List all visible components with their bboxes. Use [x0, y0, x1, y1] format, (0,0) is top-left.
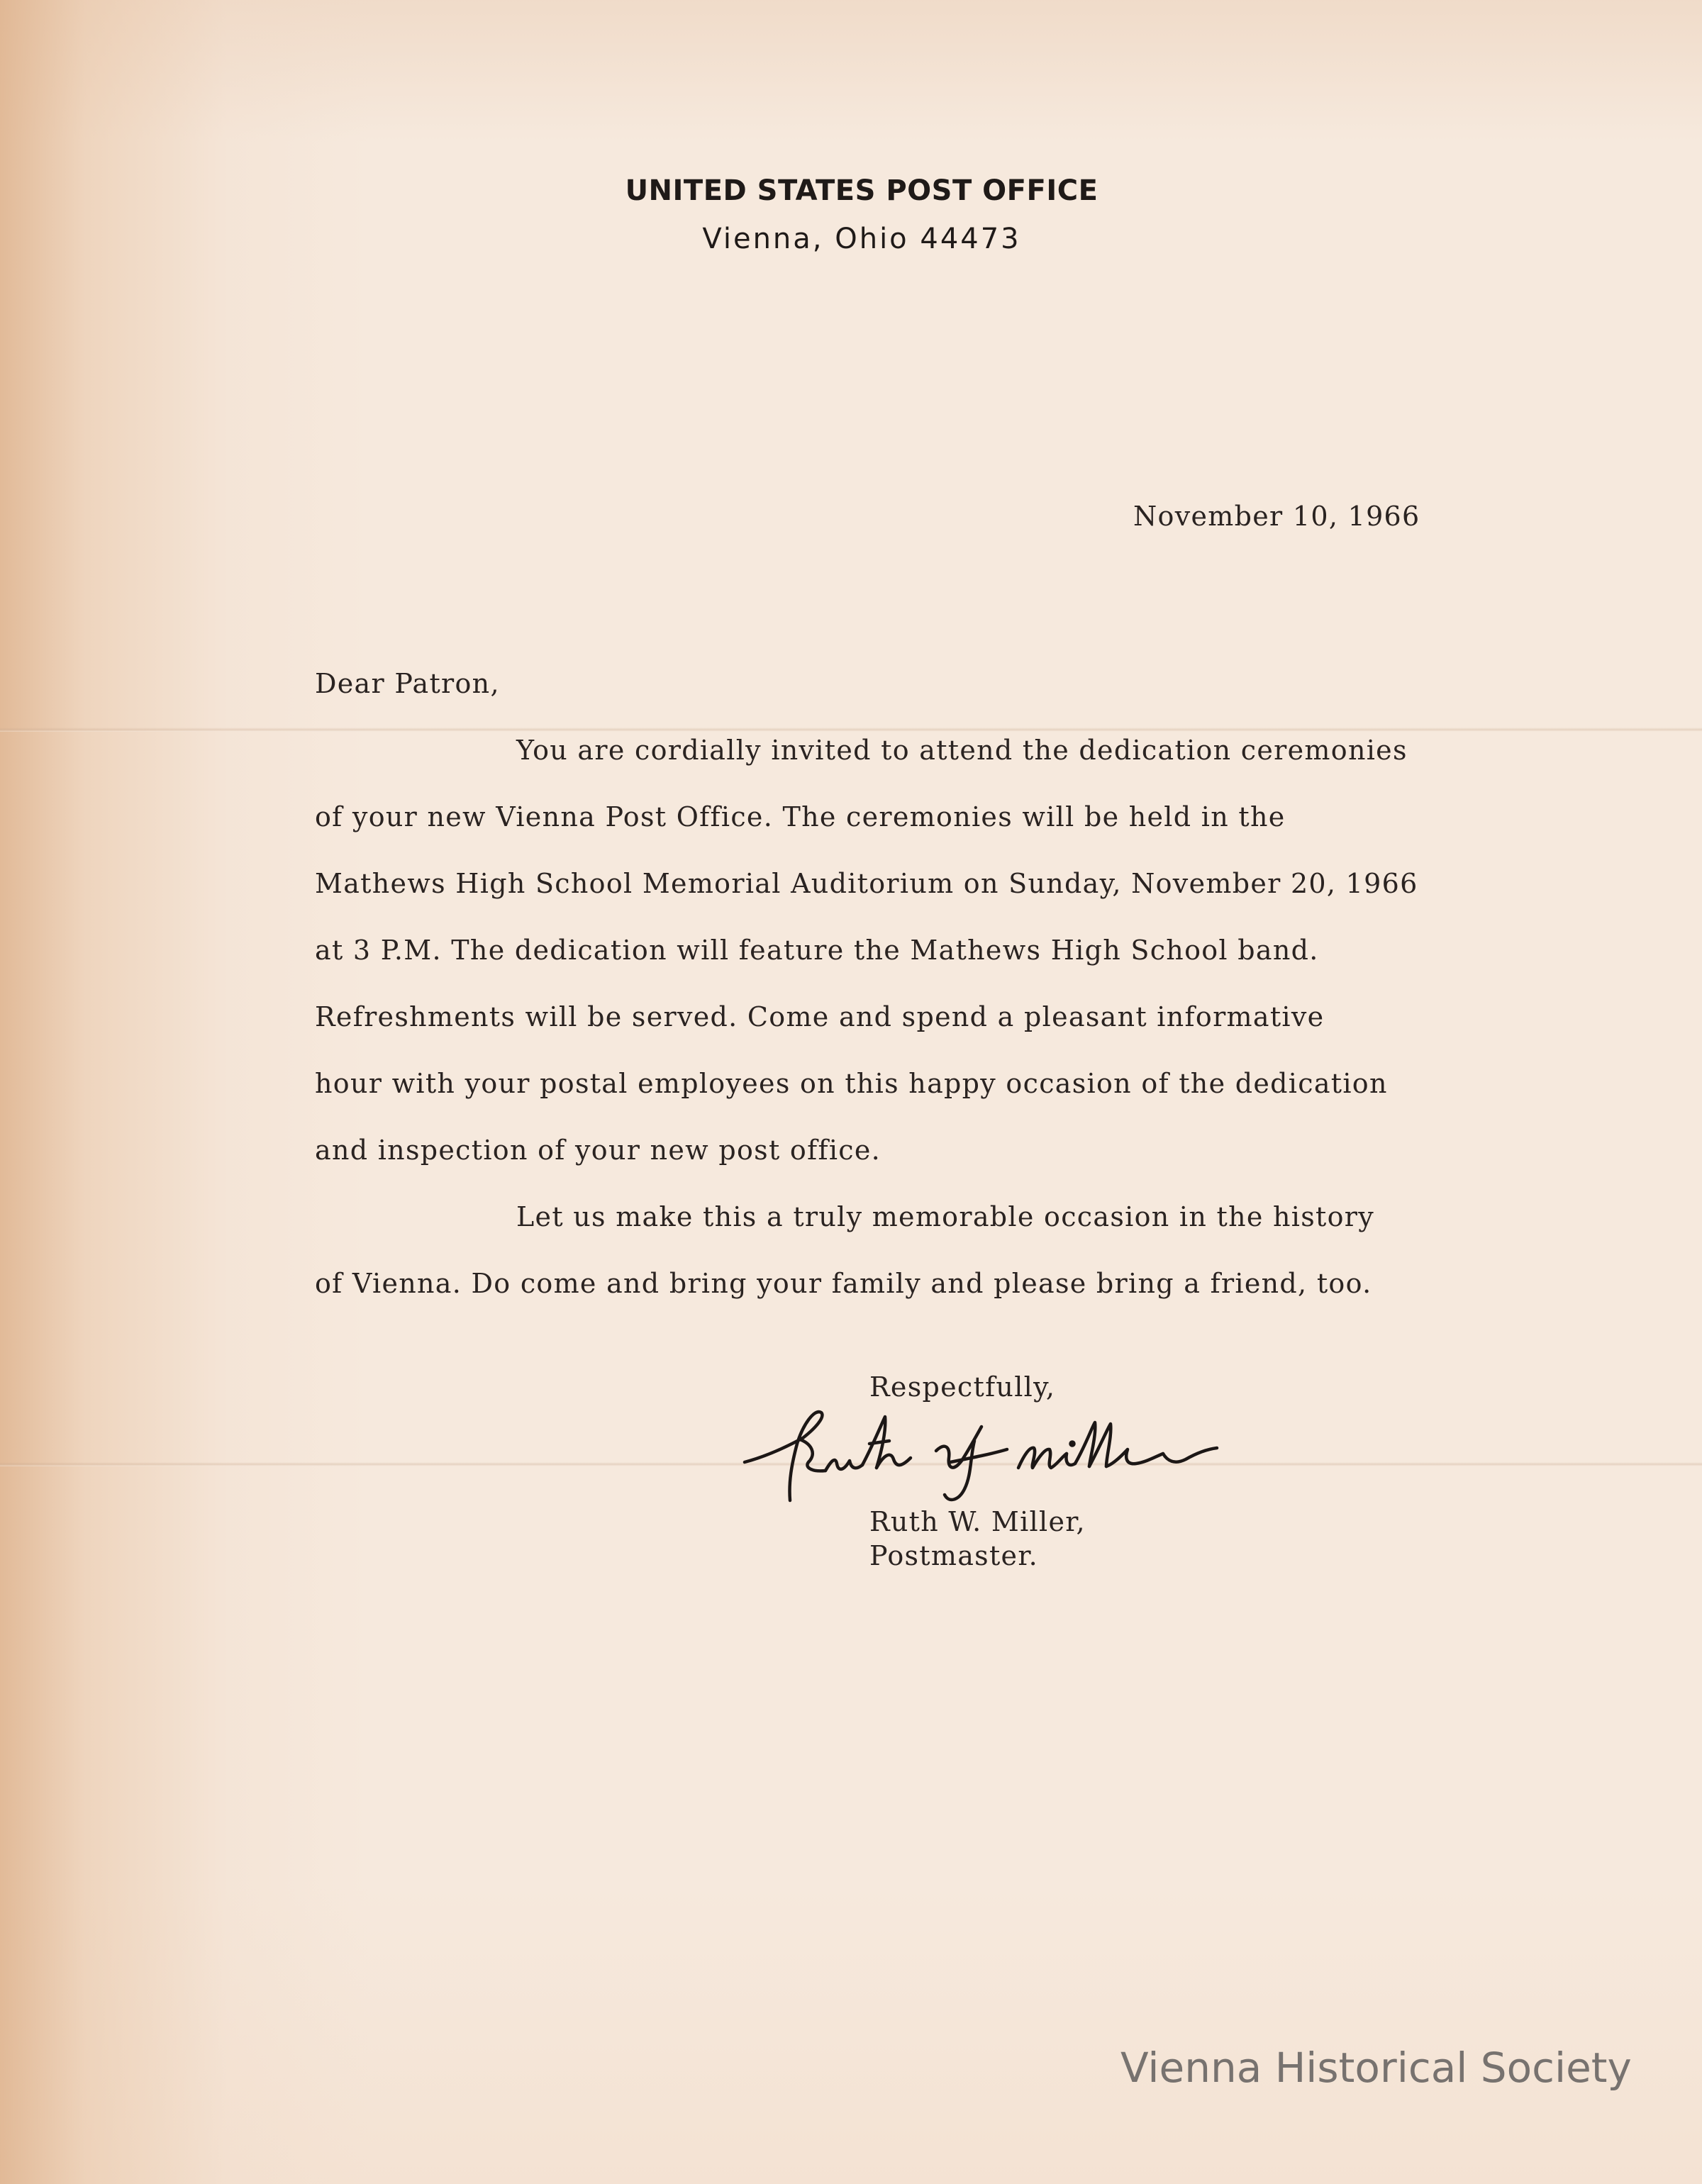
signer-title: Postmaster. [869, 1540, 1038, 1571]
body-line: Let us make this a truly memorable occasion in the history [516, 1201, 1375, 1232]
salutation: Dear Patron, [315, 668, 500, 699]
body-line: You are cordially invited to attend the dedication ceremonies [516, 735, 1408, 766]
fold-crease-upper [0, 728, 1702, 732]
handwritten-signature [738, 1397, 1291, 1517]
body-line: at 3 P.M. The dedication will feature the Mathews High School band. [315, 935, 1319, 966]
letterhead-organization: UNITED STATES POST OFFICE [625, 174, 1098, 207]
body-line: hour with your postal employees on this happy occasion of the dedication [315, 1068, 1388, 1099]
body-line: Refreshments will be served. Come and spend a pleasant informative [315, 1001, 1325, 1032]
body-line: Mathews High School Memorial Auditorium on Sunday, November 20, 1966 [315, 868, 1418, 899]
body-line: and inspection of your new post office. [315, 1135, 881, 1166]
letterhead-address: Vienna, Ohio 44473 [702, 223, 1021, 255]
watermark-credit: Vienna Historical Society [1120, 2044, 1632, 2092]
closing: Respectfully, [869, 1371, 1056, 1403]
body-line: of your new Vienna Post Office. The ceremonies will be held in the [315, 801, 1286, 832]
body-line: of Vienna. Do come and bring your family and please bring a friend, too. [315, 1268, 1372, 1299]
letter-date: November 10, 1966 [1133, 501, 1420, 532]
signer-name: Ruth W. Miller, [869, 1506, 1086, 1537]
